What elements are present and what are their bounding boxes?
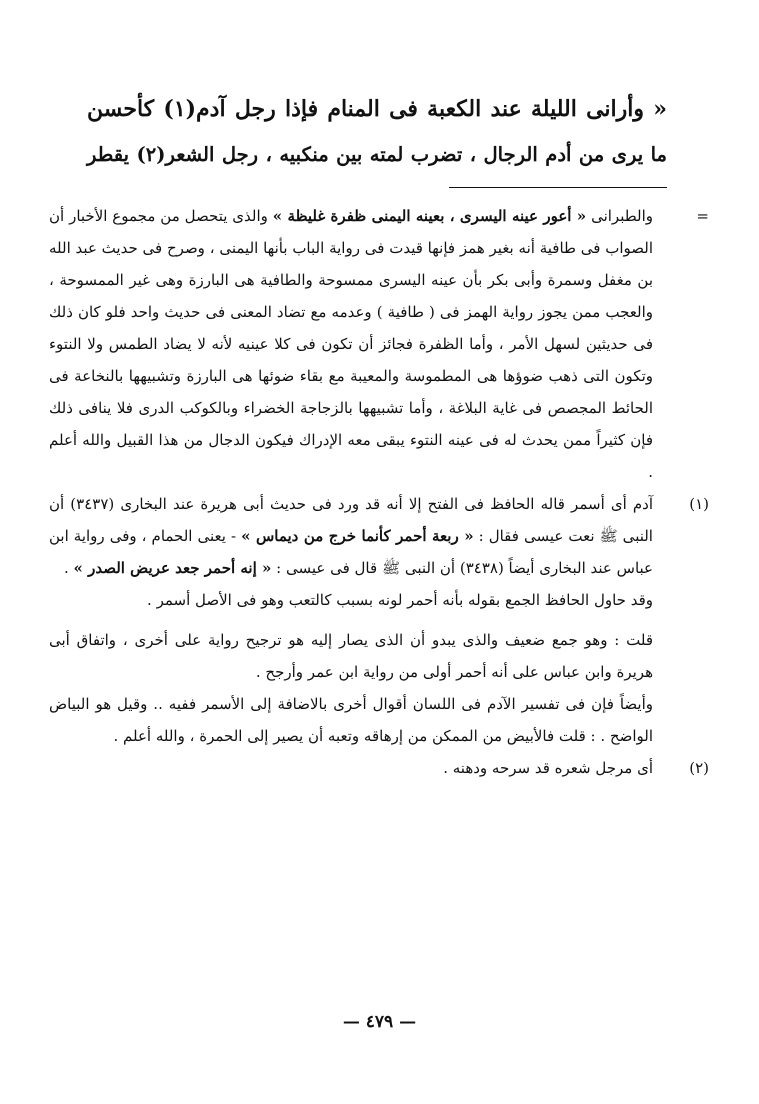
footnotes [49, 200, 709, 784]
footnote-2 [49, 752, 709, 784]
footnote-continued [49, 200, 709, 488]
footnote-text: - يعنى الحمام ، وفى رواية ابن عباس عند البخارى أيضاً (٣٤٣٨) أن النبى ﷺ قال فى عيسى : [49, 527, 653, 577]
footnote-1-paragraph-2: وقد حاول الحافظ الجمع بقوله بأنه أحمر لونه بسبب كالتعب وهو فى الأصل أسمر . [147, 591, 653, 609]
footnote-quote: « إنه أحمر جعد عريض الصدر » [73, 559, 272, 577]
main-text-line-2: ما يرى من أدم الرجال ، تضرب لمته بين منكبيه ، رجل الشعر(٢) يقطر [87, 143, 667, 166]
footnote-text: آدم أى أسمر قاله الحافظ فى الفتح إلا أنه قد ورد فى حديث أبى هريرة عند البخارى (٣٤٣٧) أن النبى ﷺ نعت عيسى فقال : [49, 495, 653, 545]
page-number: — ٤٧٩ — [342, 1012, 417, 1032]
footnote-1 [49, 488, 709, 584]
footnote-text: والطبرانى [586, 207, 654, 225]
footnote-text: والذى يتحصل من مجموع الأخبار أن الصواب فى طافية أنه بغير همز فإنها قيدت فى رواية الباب بأنها اليمنى ، وصرح فى حديث عبد الله بن مغفل وسمرة وأبى بكر بأن عينه اليسرى ممسوحة والطافية هى البارزة وهى غير الممسوحة ، والعجب ممن يجوز رواية الهمز فى ( طافية ) وعدمه مع تضاد المعنى فى حديث واحد فلو كان ذلك فى حديثين لسهل الأمر ، وأما الظفرة فجائز أن تكون فى كلا عينيه لأنه لا يضاد الطمس ولا النتوء وتكون التى ذهب ضوؤها هى المطموسة والمعيبة مع بقاء ضوئها هى البارزة وتشبيهها بالنخاعة فى الحائط المجصص فى غاية البلاغة ، وأما تشبيهها بالزجاجة الخضراء وبالكوكب الدرى فلا ينافى ذلك فإن كثيراً ممن يحدث له فى عينه النتوء يبقى معه الإدراك فيكون الدجال من هذا القبيل والله أعلم . [49, 207, 653, 481]
footnote-1-paragraph-3: قلت : وهو جمع ضعيف والذى يبدو أن الذى يصار إليه هو ترجيح رواية على أخرى ، واتفاق أبى هريرة وابن عباس على أنه أحمر أولى من رواية ابن عمر وأرجح . [49, 631, 653, 681]
footnote-marker: (١) [689, 495, 709, 513]
footnote-text: أى مرجل شعره قد سرحه ودهنه . [443, 759, 653, 777]
footnote-marker: (٢) [689, 759, 709, 777]
footnote-1-paragraph-4: وأيضاً فإن فى تفسير الآدم فى اللسان أقوال أخرى بالاضافة إلى الأسمر ففيه .. وقيل هو البياض الواضح . : قلت فالأبيض من الممكن من إرهاقه وتعبه أن يصير إلى الحمرة ، والله أعلم . [49, 695, 653, 745]
footnote-text: . [63, 559, 74, 577]
footnote-marker: = [696, 207, 709, 225]
footnote-quote: « أعور عينه اليسرى ، بعينه اليمنى ظفرة غليظة » [272, 207, 587, 225]
footnote-separator [449, 187, 667, 188]
main-text-line-1: « وأرانى الليلة عند الكعبة فى المنام فإذا رجل آدم(١) كأحسن [87, 96, 668, 122]
footnote-quote: « ربعة أحمر كأنما خرج من ديماس » [241, 527, 474, 545]
main-text [87, 86, 667, 178]
